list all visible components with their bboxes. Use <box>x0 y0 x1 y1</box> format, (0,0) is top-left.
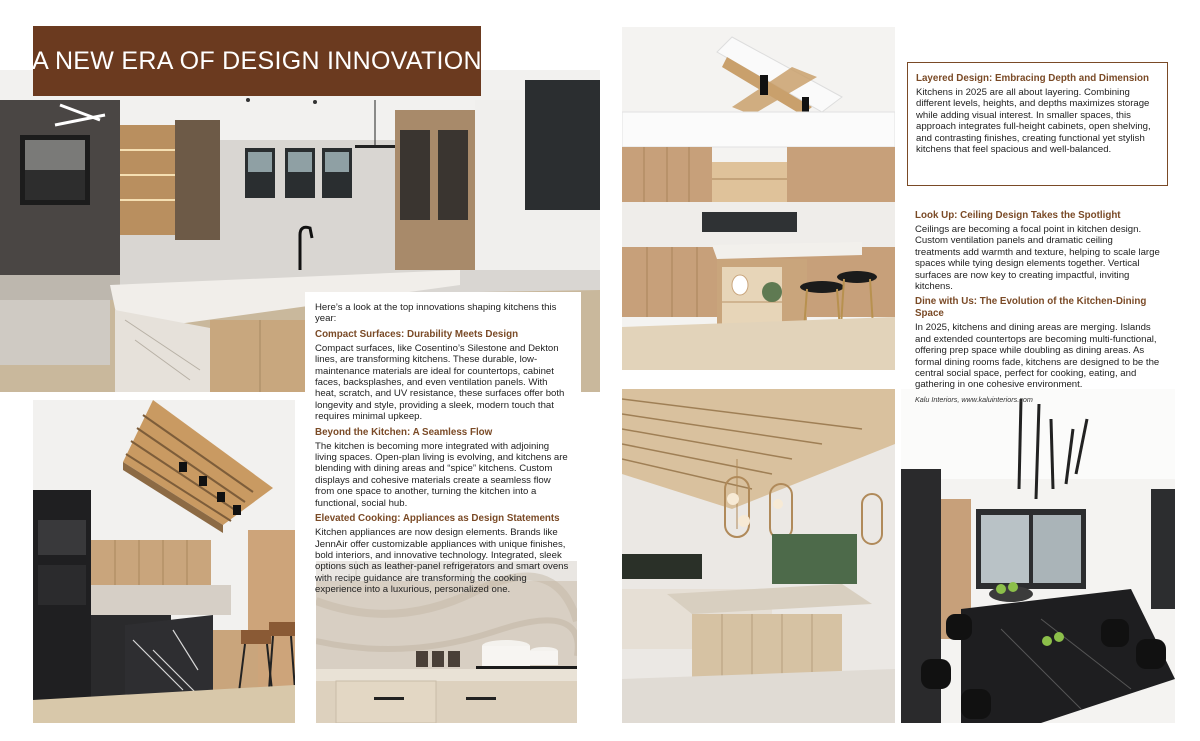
section-body: Kitchens in 2025 are all about layering. Combining different levels, heights, and depths maximizes storage while adding visual interest. In smaller spaces, this approach integrates full-height cabinets, open shelving, and contrasting finishes, creating functional yet stylish kitchens that feel spacious and well-balanced. <box>916 87 1151 156</box>
article-column-left <box>305 292 581 596</box>
photo-layered-kitchen-island <box>622 27 895 370</box>
section-body: Kitchen appliances are now design elements. Brands like JennAir offer customizable appliances with unique finishes, bold interiors, and innovative technology. Integrated, sleek options such as leather-panel refrigerators and smart ovens with recipe guidance are transforming the cooking experience into a luxurious, personalized one. <box>315 527 569 596</box>
photo-dining-island <box>901 389 1175 723</box>
intro-text: Here’s a look at the top innovations shaping kitchens this year: <box>315 302 557 325</box>
section-body: The kitchen is becoming more integrated with adjoining living spaces. Open-plan living is evolving, and kitchens are blending with dining areas and “spice” kitchens. Custom displays and cohesive materials create a seamless flow from one space to another, turning the kitchen into a functional, social hub. <box>315 440 568 509</box>
section-heading: Dine with Us: The Evolution of the Kitchen-Dining Space <box>915 296 1147 320</box>
section-body: Compact surfaces, like Cosentino’s Silestone and Dekton lines, are transforming kitchens. These durable, low-maintenance materials are ideal for countertops, cabinet faces, backsplashes, and even ventilation panels. With heat, scratch, and UV resistance, these surfaces offer both longevity and style, providing a sleek, modern touch that requires minimal upkeep. <box>315 342 565 423</box>
section-body: In 2025, kitchens and dining areas are merging. Islands and extended countertops are becoming multi-functional, offering prep space while doubling as dining areas. As formal dining rooms fade, kitchens are designed to be the central social space, perfect for cooking, eating, and gathering in one cohesive environment. <box>915 322 1160 391</box>
headline: A NEW ERA OF DESIGN INNOVATION <box>32 46 482 75</box>
article-column-right <box>907 206 1168 404</box>
photo-credit: Kalu Interiors, www.kaluinteriors.com <box>915 394 1033 404</box>
headline-banner <box>33 26 481 96</box>
photo-slat-ceiling-pendants <box>622 389 895 723</box>
section-heading: Compact Surfaces: Durability Meets Design <box>315 328 519 340</box>
section-heading: Look Up: Ceiling Design Takes the Spotlight <box>915 210 1121 221</box>
photo-dark-kitchen-slat-ceiling <box>33 400 295 723</box>
section-heading: Layered Design: Embracing Depth and Dimension <box>916 73 1149 84</box>
section-heading: Elevated Cooking: Appliances as Design Statements <box>315 513 560 525</box>
article-sidebar-layered <box>907 62 1168 186</box>
section-heading: Beyond the Kitchen: A Seamless Flow <box>315 426 493 438</box>
section-body: Ceilings are becoming a focal point in kitchen design. Custom ventilation panels and dramatic ceiling treatments add warmth and texture, helping to scale large spaces while tying design elements together. Vertical surfaces are now key to creating impactful, inviting kitchens. <box>915 224 1160 293</box>
